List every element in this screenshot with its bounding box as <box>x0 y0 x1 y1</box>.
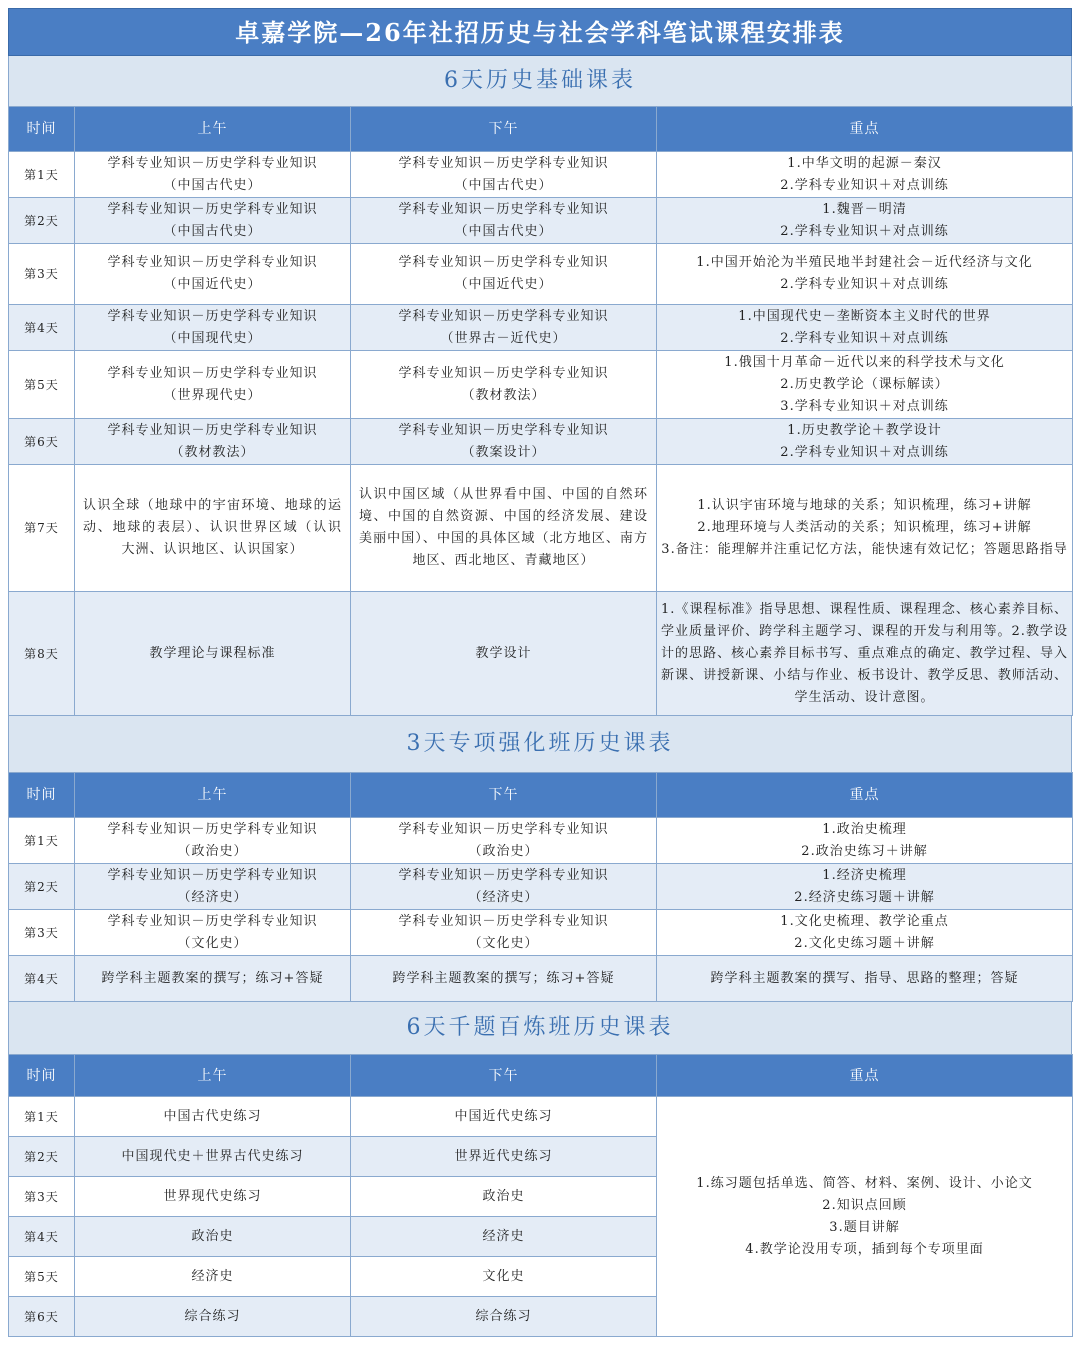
cell-line: 跨学科主题教案的撰写；练习+答疑 <box>101 970 324 986</box>
table-row <box>9 1097 1073 1137</box>
table-row <box>9 419 1073 465</box>
cell-line: 认识全球（地球中的宇宙环境、地球的运动、地球的表层）、认识世界区域（认识大洲、认识地区、认识国家） <box>83 498 342 557</box>
cell-line: 学科专业知识－历史学科专业知识 <box>398 255 609 270</box>
table-header-row <box>9 107 1073 152</box>
afternoon-cell: 政治史 <box>351 1177 657 1217</box>
table-row <box>9 198 1073 244</box>
header-time: 时间 <box>9 107 75 152</box>
cell-line: 2.历史教学论（课标解读） <box>780 376 949 392</box>
focus-cell <box>657 592 1073 716</box>
cell-line: 教学设计 <box>475 645 532 661</box>
table-row <box>9 244 1073 305</box>
focus-cell <box>657 818 1073 864</box>
day-cell: 第3天 <box>9 244 75 305</box>
afternoon-cell: 世界近代史练习 <box>351 1137 657 1177</box>
cell-line: 学科专业知识－历史学科专业知识 <box>398 155 609 171</box>
cell-line: 2.学科专业知识＋对点训练 <box>780 444 949 460</box>
morning-cell <box>75 818 351 864</box>
afternoon-cell <box>351 419 657 465</box>
cell-line: 学科专业知识－历史学科专业知识 <box>107 365 318 381</box>
cell-line: （经济史） <box>468 889 539 905</box>
afternoon-cell: 文化史 <box>351 1257 657 1297</box>
morning-cell <box>75 864 351 910</box>
schedule-table <box>8 106 1073 716</box>
header-afternoon: 下午 <box>351 1055 657 1097</box>
cell-line: 学科专业知识－历史学科专业知识 <box>398 308 609 324</box>
cell-line: （中国古代史） <box>163 177 262 193</box>
morning-cell: 政治史 <box>75 1217 351 1257</box>
header-morning: 上午 <box>75 107 351 152</box>
morning-cell <box>75 152 351 198</box>
cell-line: （政治史） <box>468 843 539 859</box>
cell-line: 2.地理环境与人类活动的关系；知识梳理，练习+讲解 <box>697 520 1032 535</box>
morning-cell <box>75 305 351 351</box>
cell-line: 1.历史教学论＋教学设计 <box>787 422 942 438</box>
afternoon-cell <box>351 244 657 305</box>
day-cell: 第4天 <box>9 956 75 1002</box>
cell-line: 2.文化史练习题＋讲解 <box>794 935 935 951</box>
table-header-row <box>9 1055 1073 1097</box>
afternoon-cell <box>351 910 657 956</box>
focus-cell <box>657 305 1073 351</box>
header-morning: 上午 <box>75 1055 351 1097</box>
header-afternoon: 下午 <box>351 107 657 152</box>
cell-line: （中国近代史） <box>163 277 262 292</box>
focus-cell <box>657 910 1073 956</box>
cell-line: 4.教学论没用专项，插到每个专项里面 <box>745 1241 984 1257</box>
day-cell: 第4天 <box>9 305 75 351</box>
cell-line: （教材教法） <box>170 444 255 460</box>
morning-cell: 综合练习 <box>75 1297 351 1337</box>
afternoon-cell <box>351 152 657 198</box>
cell-line: 1.魏晋－明清 <box>822 201 907 217</box>
cell-line: 2.政治史练习＋讲解 <box>801 843 928 859</box>
afternoon-cell <box>351 864 657 910</box>
section-title: 6天历史基础课表 <box>8 56 1072 106</box>
cell-line: 2.学科专业知识＋对点训练 <box>780 330 949 346</box>
cell-line: 3.学科专业知识＋对点训练 <box>780 398 949 414</box>
table-row <box>9 465 1073 592</box>
day-cell: 第3天 <box>9 910 75 956</box>
schedule-document <box>8 8 1072 1337</box>
cell-line: 学科专业知识－历史学科专业知识 <box>107 867 318 883</box>
day-cell: 第8天 <box>9 592 75 716</box>
schedule-table <box>8 1054 1073 1337</box>
morning-cell <box>75 198 351 244</box>
cell-line: 学科专业知识－历史学科专业知识 <box>398 867 609 883</box>
morning-cell <box>75 910 351 956</box>
afternoon-cell <box>351 592 657 716</box>
header-time: 时间 <box>9 773 75 818</box>
afternoon-cell: 中国近代史练习 <box>351 1097 657 1137</box>
morning-cell: 中国古代史练习 <box>75 1097 351 1137</box>
cell-line: 3.备注：能理解并注重记忆方法，能快速有效记忆；答题思路指导 <box>661 542 1068 557</box>
cell-line: 1.中国现代史－垄断资本主义时代的世界 <box>738 308 991 324</box>
cell-line: （世界现代史） <box>163 387 262 403</box>
cell-line: 学科专业知识－历史学科专业知识 <box>107 821 318 837</box>
morning-cell <box>75 244 351 305</box>
cell-line: 3.题目讲解 <box>829 1219 900 1235</box>
day-cell: 第2天 <box>9 864 75 910</box>
cell-line: 2.学科专业知识＋对点训练 <box>780 223 949 239</box>
cell-line: （经济史） <box>177 889 248 905</box>
header-afternoon: 下午 <box>351 773 657 818</box>
afternoon-cell <box>351 465 657 592</box>
cell-line: 1.俄国十月革命－近代以来的科学技术与文化 <box>724 354 1005 370</box>
day-cell: 第4天 <box>9 1217 75 1257</box>
focus-cell <box>657 152 1073 198</box>
cell-line: 学科专业知识－历史学科专业知识 <box>107 913 318 929</box>
cell-line: （中国古代史） <box>163 223 262 239</box>
cell-line: （中国现代史） <box>163 330 262 346</box>
focus-cell <box>657 198 1073 244</box>
cell-line: 1.文化史梳理、教学论重点 <box>780 913 949 929</box>
section-title: 3天专项强化班历史课表 <box>8 716 1072 772</box>
table-row <box>9 351 1073 419</box>
day-cell: 第7天 <box>9 465 75 592</box>
day-cell: 第2天 <box>9 198 75 244</box>
cell-line: 1.练习题包括单选、简答、材料、案例、设计、小论文 <box>696 1175 1033 1191</box>
cell-line: 1.经济史梳理 <box>822 867 907 883</box>
cell-line: 学科专业知识－历史学科专业知识 <box>107 422 318 438</box>
afternoon-cell <box>351 956 657 1002</box>
afternoon-cell <box>351 198 657 244</box>
cell-line: 学科专业知识－历史学科专业知识 <box>107 201 318 217</box>
schedule-table <box>8 772 1073 1002</box>
cell-line: 1.中国开始沦为半殖民地半封建社会－近代经济与文化 <box>696 255 1033 270</box>
focus-cell <box>657 864 1073 910</box>
morning-cell <box>75 351 351 419</box>
day-cell: 第6天 <box>9 419 75 465</box>
day-cell: 第5天 <box>9 351 75 419</box>
cell-line: 跨学科主题教案的撰写、指导、思路的整理；答疑 <box>710 970 1019 986</box>
cell-line: （中国古代史） <box>454 177 553 193</box>
focus-cell <box>657 1097 1073 1337</box>
cell-line: 2.学科专业知识＋对点训练 <box>780 277 949 292</box>
cell-line: 学科专业知识－历史学科专业知识 <box>398 365 609 381</box>
day-cell: 第1天 <box>9 1097 75 1137</box>
cell-line: 2.学科专业知识＋对点训练 <box>780 177 949 193</box>
afternoon-cell <box>351 351 657 419</box>
morning-cell <box>75 956 351 1002</box>
cell-line: 跨学科主题教案的撰写；练习+答疑 <box>392 970 615 986</box>
header-focus: 重点 <box>657 773 1073 818</box>
morning-cell: 经济史 <box>75 1257 351 1297</box>
table-header-row <box>9 773 1073 818</box>
cell-line: （中国古代史） <box>454 223 553 239</box>
cell-line: 认识中国区域（从世界看中国、中国的自然环境、中国的自然资源、中国的经济发展、建设美丽中国）、中国的具体区域（北方地区、南方地区、西北地区、青藏地区） <box>359 487 648 568</box>
day-cell: 第6天 <box>9 1297 75 1337</box>
afternoon-cell <box>351 305 657 351</box>
table-row <box>9 152 1073 198</box>
cell-line: 学科专业知识－历史学科专业知识 <box>398 422 609 438</box>
header-time: 时间 <box>9 1055 75 1097</box>
day-cell: 第2天 <box>9 1137 75 1177</box>
cell-line: 1.政治史梳理 <box>822 821 907 837</box>
afternoon-cell: 经济史 <box>351 1217 657 1257</box>
focus-cell <box>657 465 1073 592</box>
section-title: 6天千题百炼班历史课表 <box>8 1002 1072 1054</box>
focus-cell <box>657 419 1073 465</box>
morning-cell: 中国现代史＋世界古代史练习 <box>75 1137 351 1177</box>
cell-line: 1.认识宇宙环境与地球的关系；知识梳理，练习+讲解 <box>697 498 1032 513</box>
cell-line: 2.经济史练习题＋讲解 <box>794 889 935 905</box>
cell-line: （中国近代史） <box>454 277 553 292</box>
table-row <box>9 592 1073 716</box>
table-row <box>9 910 1073 956</box>
cell-line: 1.中华文明的起源－秦汉 <box>787 155 942 171</box>
day-cell: 第3天 <box>9 1177 75 1217</box>
day-cell: 第1天 <box>9 152 75 198</box>
cell-line: 学科专业知识－历史学科专业知识 <box>398 201 609 217</box>
morning-cell <box>75 592 351 716</box>
table-row <box>9 864 1073 910</box>
morning-cell <box>75 419 351 465</box>
morning-cell: 世界现代史练习 <box>75 1177 351 1217</box>
cell-line: 学科专业知识－历史学科专业知识 <box>107 308 318 324</box>
table-row <box>9 956 1073 1002</box>
cell-line: （文化史） <box>177 935 248 951</box>
header-focus: 重点 <box>657 107 1073 152</box>
morning-cell <box>75 465 351 592</box>
table-row <box>9 305 1073 351</box>
cell-line: 学科专业知识－历史学科专业知识 <box>398 821 609 837</box>
cell-line: 学科专业知识－历史学科专业知识 <box>107 155 318 171</box>
cell-line: 教学理论与课程标准 <box>149 645 276 661</box>
cell-line: （教案设计） <box>461 444 546 460</box>
header-focus: 重点 <box>657 1055 1073 1097</box>
cell-line: 学科专业知识－历史学科专业知识 <box>398 913 609 929</box>
afternoon-cell <box>351 818 657 864</box>
cell-line: 2.知识点回顾 <box>822 1197 907 1213</box>
day-cell: 第5天 <box>9 1257 75 1297</box>
cell-line: 1.《课程标准》指导思想、课程性质、课程理念、核心素养目标、学业质量评价、跨学科主题学习、课程的开发与利用等。2.教学设计的思路、核心素养目标书写、重点难点的确定、教学过程、导入新课、讲授新课、小结与作业、板书设计、教学反思、教师活动、学生活动、设计意图。 <box>661 601 1068 705</box>
cell-line: （政治史） <box>177 843 248 859</box>
focus-cell <box>657 956 1073 1002</box>
focus-cell <box>657 351 1073 419</box>
cell-line: （文化史） <box>468 935 539 951</box>
header-morning: 上午 <box>75 773 351 818</box>
main-title: 卓嘉学院—26年社招历史与社会学科笔试课程安排表 <box>8 8 1072 56</box>
focus-cell <box>657 244 1073 305</box>
cell-line: （世界古－近代史） <box>440 330 567 346</box>
cell-line: 学科专业知识－历史学科专业知识 <box>107 255 318 270</box>
day-cell: 第1天 <box>9 818 75 864</box>
cell-line: （教材教法） <box>461 387 546 403</box>
table-row <box>9 818 1073 864</box>
afternoon-cell: 综合练习 <box>351 1297 657 1337</box>
